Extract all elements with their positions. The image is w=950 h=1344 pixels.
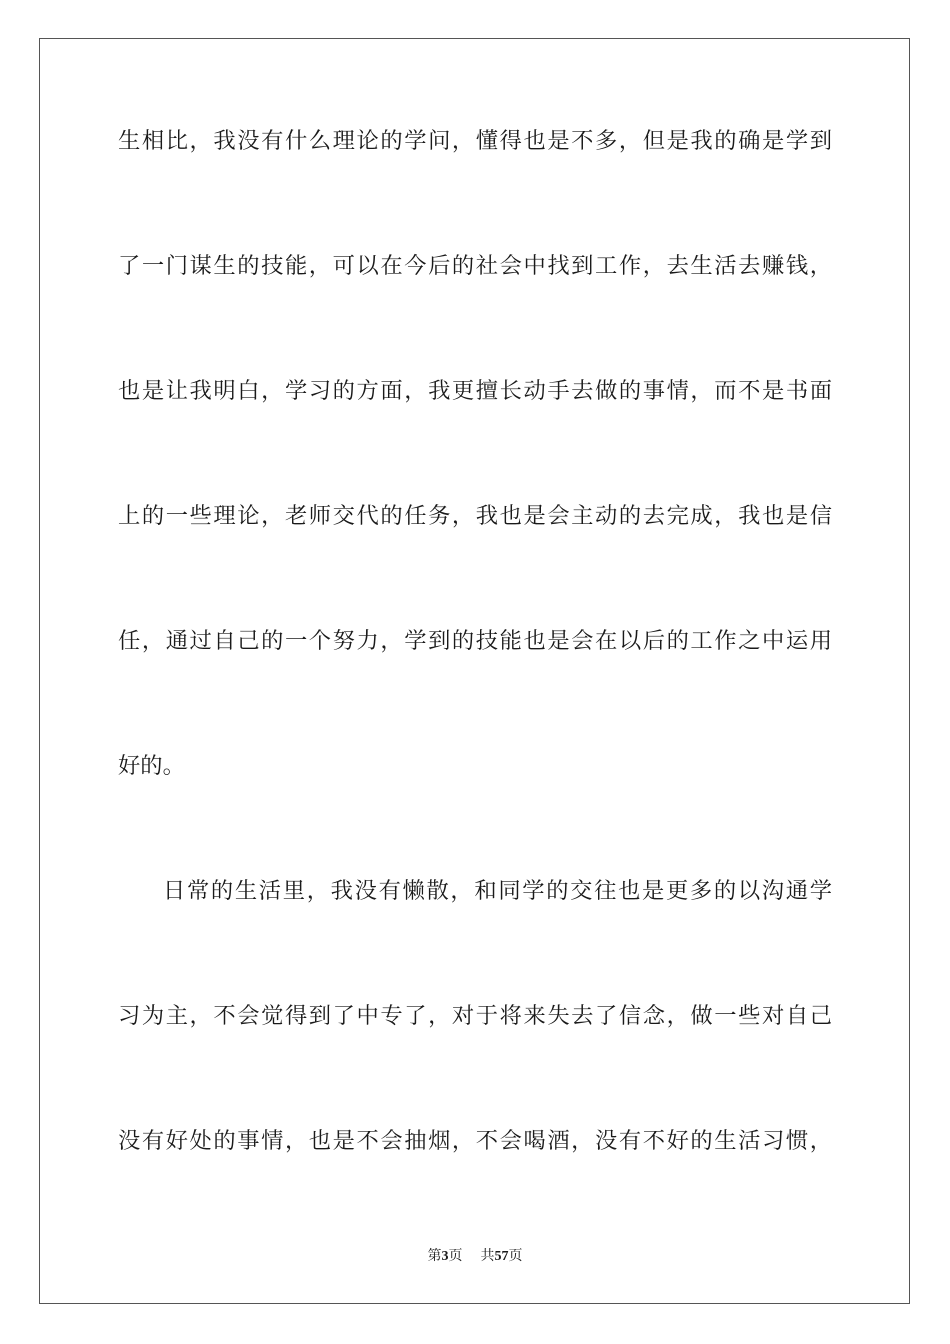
total-pages: 57 (494, 1249, 509, 1264)
text-line: 日常的生活里，我没有懒散，和同学的交往也是更多的以沟通学 (163, 878, 832, 904)
page-number: 3 (441, 1249, 449, 1264)
text-line: 上的一些理论，老师交代的任务，我也是会主动的去完成，我也是信 (118, 503, 832, 529)
text-line: 任，通过自己的一个努力，学到的技能也是会在以后的工作之中运用 (118, 628, 832, 654)
text-line: 没有好处的事情，也是不会抽烟，不会喝酒，没有不好的生活习惯， (118, 1128, 832, 1154)
text-line: 习为主，不会觉得到了中专了，对于将来失去了信念，做一些对自己 (118, 1003, 832, 1029)
text-line: 也是让我明白，学习的方面，我更擅长动手去做的事情，而不是书面 (118, 378, 832, 404)
text-line: 了一门谋生的技能，可以在今后的社会中找到工作，去生活去赚钱， (118, 253, 832, 279)
page-suffix: 页 (448, 1249, 463, 1264)
page-footer (0, 1247, 950, 1267)
document-body (118, 126, 832, 1251)
text-line: 好的。 (118, 753, 185, 779)
total-prefix: 共 (480, 1249, 495, 1264)
page-prefix: 第 (427, 1249, 442, 1264)
total-suffix: 页 (508, 1249, 523, 1264)
text-line: 生相比，我没有什么理论的学问，懂得也是不多，但是我的确是学到 (118, 128, 832, 154)
